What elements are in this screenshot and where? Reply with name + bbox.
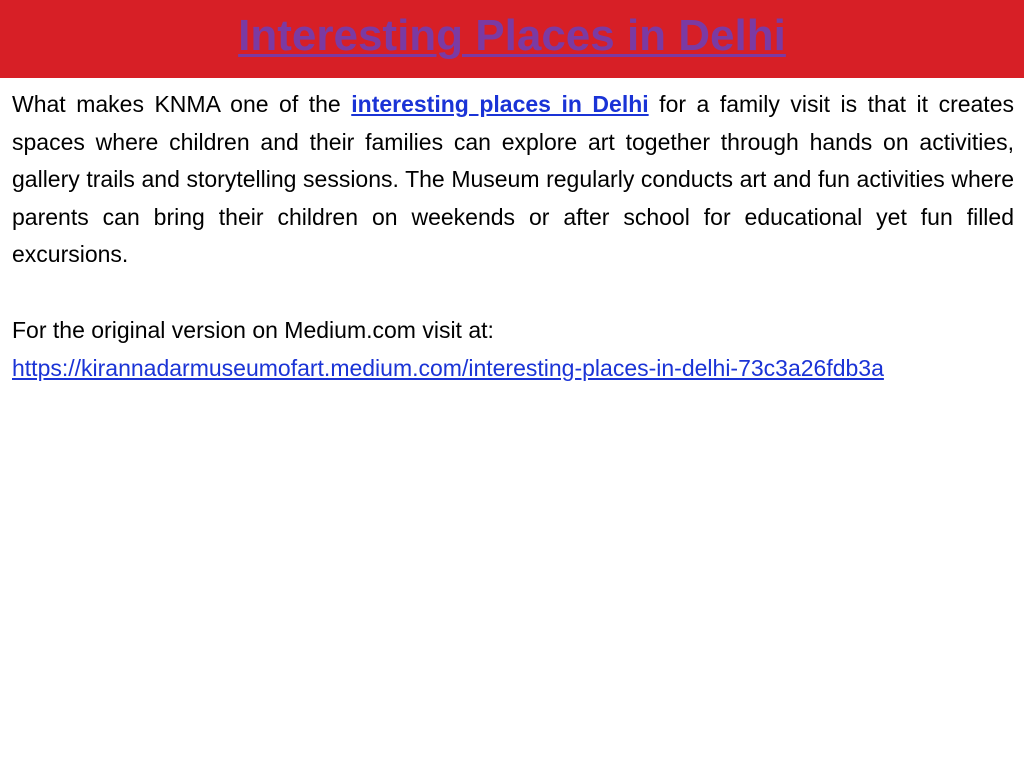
source-url-line — [12, 350, 1014, 388]
page-title-link[interactable]: Interesting Places in Delhi — [238, 11, 786, 60]
paragraph-prefix: What makes KNMA one of the — [12, 91, 352, 117]
content-area — [12, 86, 1014, 387]
medium-url-link[interactable]: https://kirannadarmuseumofart.medium.com/interesting-places-in-delhi-73c3a26fdb3a — [12, 354, 884, 381]
paragraph-suffix: for a family visit is that it creates spaces where children and their families can explore art together through hands on activities, gallery trails and storytelling sessions. The Museum regularly conducts art and fun activities where parents can bring their children on weekends or after school for educational yet fun filled excursions. — [12, 91, 1014, 268]
interesting-places-link[interactable]: interesting places in Delhi — [351, 91, 649, 117]
title-bar — [0, 0, 1024, 78]
paragraph-spacer — [12, 274, 1014, 312]
body-paragraph — [12, 86, 1014, 274]
source-intro: For the original version on Medium.com visit at: — [12, 316, 494, 343]
